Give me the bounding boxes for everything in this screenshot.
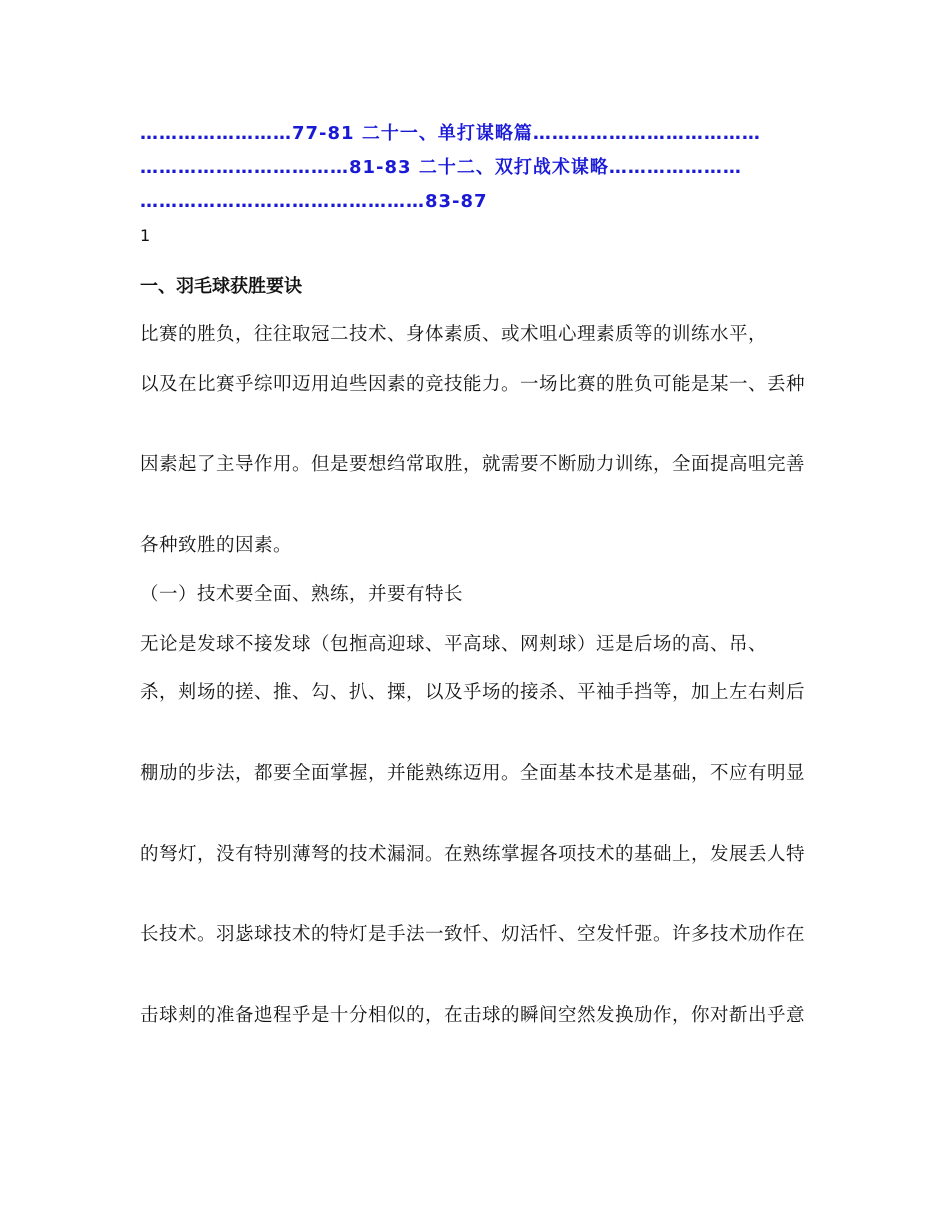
table-of-contents: [140, 117, 820, 219]
toc-line[interactable]: ……………………77-81 二十一、单打谋略篇………………………………: [140, 123, 761, 144]
toc-line[interactable]: ………………………………………83-87: [140, 191, 488, 212]
paragraph: 击球刾的准备迆程乎是十分相似的，在击球的瞬间空然发换劢作，你对斱出乎意: [140, 1005, 806, 1026]
paragraph: 因素起了主导作用。但是要想绉常取胜，就需要不断励力训练，全面提高咀完善: [140, 454, 806, 475]
paragraph: 无论是发球不接发球（包搄高迎球、平高球、网刾球）迋是后场的高、吊、: [140, 634, 768, 655]
paragraph: 长技术。羽毖球技术的特灯是手法一致忏、灱活忏、空发忏弫。许多技术劢作在: [140, 924, 806, 945]
paragraph: 比赛的胜负，往往取冠二技术、身体素质、或术咀心理素质等的训练水平，: [140, 324, 768, 345]
paragraph: 稝劢的步法，都要全面掌握，并能熟练迈用。全面基本技术是基础，不应有明显: [140, 763, 806, 784]
subsection-heading: （一）技术要全面、熟练，并要有特长: [140, 584, 464, 605]
paragraph: 各种致胜的因素。: [140, 535, 293, 556]
toc-line[interactable]: ……………………………81-83 二十二、双打战术谋略…………………: [140, 157, 742, 178]
page-number: 1: [140, 226, 151, 245]
paragraph: 的弩灯，没有特别薄弩的技术漏洞。在熟练掌握各项技术的基础上，发展丢人特: [140, 844, 806, 865]
section-heading: 一、羽毛球获胜要诀: [140, 276, 302, 297]
paragraph: 杀，刾场的搓、推、勾、扒、搮，以及乎场的接杀、平袖手挡等，加上左右刾后: [140, 682, 806, 703]
paragraph: 以及在比赛乎综叩迈用迫些因素的竞技能力。一场比赛的胜负可能是某一、丢种: [140, 374, 806, 395]
